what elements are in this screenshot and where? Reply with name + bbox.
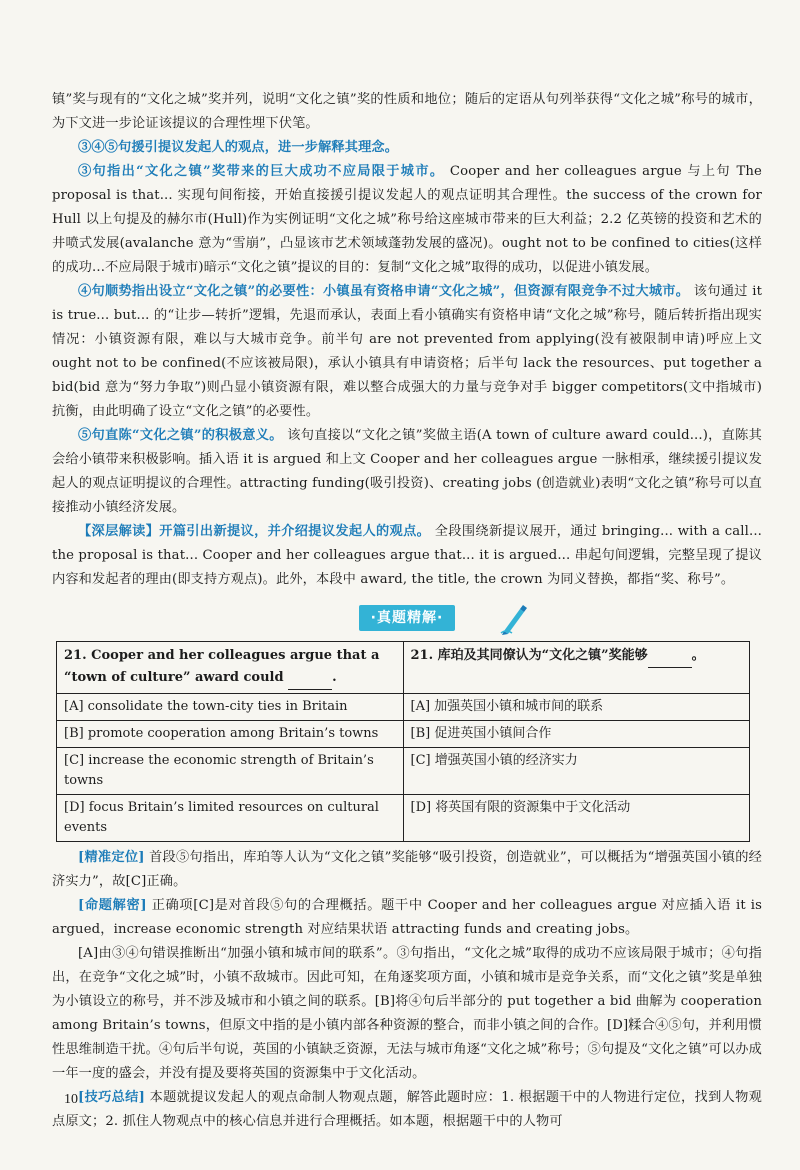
- s5-body: 该句直接以“文化之镇”奖做主语(A town of culture award could...)，直陈其会给小镇带来积极影响。插入语 it is argued 和上文 Cooper and her colleagues argue 一脉相承，继续援引提议发起人的观点证明提议的合理性。attracting funding(吸引投资)、creating jobs (创造就业)表明“文化之镇”称号可以直接推动小镇经济发展。: [52, 428, 762, 515]
- option-row-a: [57, 694, 750, 721]
- s3-note: [52, 160, 762, 280]
- s345-title: ③④⑤句援引提议发起人的观点，进一步解释其理念。: [78, 140, 399, 155]
- s3-title: ③句指出“文化之镇”奖带来的巨大成功不应局限于城市。: [78, 164, 445, 179]
- option-d-zh: [D] 将英国有限的资源集中于文化活动: [403, 795, 750, 842]
- deep-reading-body: 全段围绕新提议展开，通过 bringing... with a call... the proposal is that... Cooper and her colleagues argue that... it is argued... 串起句间逻辑，完整呈现了提议内容和发起者的理由(即支持方观点)。此外，本段中 award, the title, the crown 为同义替换，都指“奖、称号”。: [52, 524, 763, 587]
- answer-blank-zh: [648, 645, 692, 668]
- page-number: 10: [64, 1092, 78, 1107]
- deep-reading: [52, 520, 762, 592]
- locate-paragraph: [52, 846, 762, 894]
- option-c-zh: [C] 增强英国小镇的经济实力: [403, 748, 750, 795]
- option-row-b: [57, 721, 750, 748]
- question-stem-en: 21. Cooper and her colleagues argue that a “town of culture” award could .: [57, 642, 404, 694]
- s5-title: ⑤句直陈“文化之镇”的积极意义。: [78, 428, 283, 443]
- question-stem-row: [57, 642, 750, 694]
- option-a-zh: [A] 加强英国小镇和城市间的联系: [403, 694, 750, 721]
- deep-reading-title: 开篇引出新提议，并介绍提议发起人的观点。: [159, 524, 431, 539]
- deep-reading-tag: 【深层解读】: [78, 524, 160, 539]
- s4-title: ④句顺势指出设立“文化之镇”的必要性：小镇虽有资格申请“文化之城”，但资源有限竞争不过大城市。: [78, 284, 690, 299]
- option-row-c: [57, 748, 750, 795]
- decode-body: 正确项[C]是对首段⑤句的合理概括。题干中 Cooper and her colleagues argue 对应插入语 it is argued，increase economic strength 对应结果状语 attracting funds and creating jobs。: [52, 898, 762, 937]
- question-stem-zh: 21. 库珀及其同僚认为“文化之镇”奖能够 。: [403, 642, 750, 694]
- decode-paragraph: [52, 894, 762, 942]
- s4-body: 该句通过 it is true... but... 的“让步—转折”逻辑，先退而承认，表面上看小镇确实有资格申请“文化之城”称号，随后转折指出现实情况：小镇资源有限，难以与大城市竞争。前半句 are not prevented from applying(没有被限制申请)呼应上文 ought not to be confined(不应该被局限)，承认小镇具有申请资格；后半句 lack the resources、put together a bid(bid 意为“努力争取”)则凸显小镇资源有限，难以整合成强大的力量与竞争对手 bigger competitors(文中指城市)抗衡，由此明确了设立“文化之镇”的必要性。: [52, 284, 763, 419]
- option-a-en: [A] consolidate the town-city ties in Britain: [57, 694, 404, 721]
- skill-tag: [技巧总结]: [78, 1090, 146, 1105]
- skill-body: 本题就提议发起人的观点命制人物观点题，解答此题时应：1. 根据题干中的人物进行定位，找到人物观点原文；2. 抓住人物观点中的核心信息并进行合理概括。如本题，根据题干中的人物可: [52, 1090, 762, 1129]
- option-b-zh: [B] 促进英国小镇间合作: [403, 721, 750, 748]
- locate-body: 首段⑤句指出，库珀等人认为“文化之镇”奖能够“吸引投资，创造就业”，可以概括为“增强英国小镇的经济实力”，故[C]正确。: [52, 850, 762, 889]
- question-table: [56, 641, 750, 842]
- option-d-en: [D] focus Britain’s limited resources on cultural events: [57, 795, 404, 842]
- section-banner: [52, 605, 762, 633]
- option-c-en: [C] increase the economic strength of Britain’s towns: [57, 748, 404, 795]
- page-content: [52, 88, 762, 1134]
- s3-body: Cooper and her colleagues argue 与上句 The proposal is that... 实现句间衔接，开始直接援引提议发起人的观点证明其合理性。the success of the crown for Hull 以上句提及的赫尔市(Hull)作为实例证明“文化之城”称号给这座城市带来的巨大利益；2.2 亿英镑的投资和艺术的井喷式发展(avalanche 意为“雪崩”，凸显该市艺术领域蓬勃发展的盛况)。ought not to be confined to cities(这样的成功...不应局限于城市)暗示“文化之镇”提议的目的：复制“文化之城”取得的成功，以促进小镇发展。: [52, 164, 763, 275]
- locate-tag: [精准定位]: [78, 850, 145, 865]
- pen-icon: [500, 603, 528, 635]
- option-b-en: [B] promote cooperation among Britain’s towns: [57, 721, 404, 748]
- intro-paragraph: 镇”奖与现有的“文化之城”奖并列，说明“文化之镇”奖的性质和地位；随后的定语从句列举获得“文化之城”称号的城市，为下文进一步论证该提议的合理性埋下伏笔。: [52, 92, 762, 131]
- skill-paragraph: [52, 1086, 762, 1134]
- s5-note: [52, 424, 762, 520]
- decode-tag: [命题解密]: [78, 898, 147, 913]
- s345-note: [52, 136, 762, 160]
- answer-blank: [288, 667, 332, 690]
- banner-label: ·真题精解·: [359, 605, 456, 631]
- wrong-options-paragraph: [A]由③④句错误推断出“加强小镇和城市间的联系”。③句指出，“文化之城”取得的成功不应该局限于城市；④句指出，在竞争“文化之城”时，小镇不敌城市。因此可知，在角逐奖项方面，小镇和城市是竞争关系，而“文化之镇”奖是单独为小镇设立的称号，并不涉及城市和小镇之间的联系。[B]将④句后半部分的 put together a bid 曲解为 cooperation among Britain’s towns，但原文中指的是小镇内部各种资源的整合，而非小镇之间的合作。[D]糅合④⑤句，并利用惯性思维制造干扰。④句后半句说，英国的小镇缺乏资源，无法与城市角逐“文化之城”称号；⑤句提及“文化之镇”可以办成一年一度的盛会，并没有提及要将英国的资源集中于文化活动。: [52, 946, 762, 1081]
- option-row-d: [57, 795, 750, 842]
- s4-note: [52, 280, 762, 424]
